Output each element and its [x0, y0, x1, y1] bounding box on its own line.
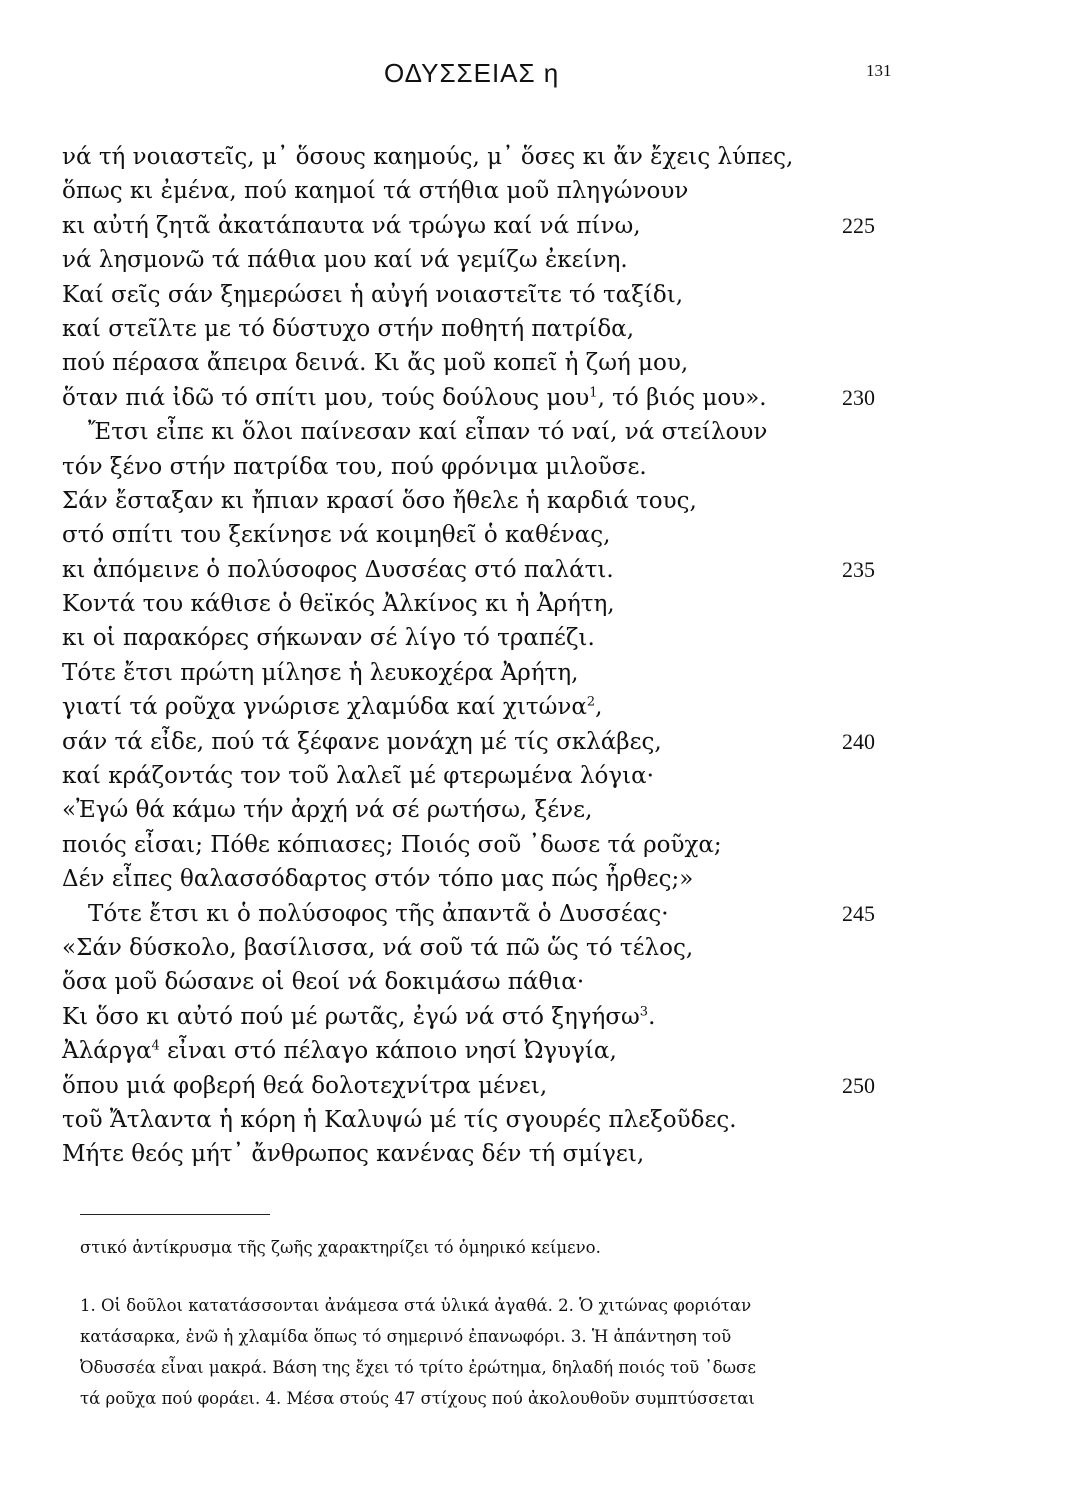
verse-text — [62, 419, 767, 445]
verse-text — [62, 1141, 644, 1167]
verse-text — [62, 625, 595, 651]
footnotes — [80, 1290, 920, 1414]
verse-text-main: Ἀλάργα — [62, 1038, 152, 1065]
verse-text-main: νά λησμονῶ τά πάθια μου καί νά γεμίζω ἐκείνη. — [62, 247, 628, 274]
verse-text-main: Δέν εἶπες θαλασσόδαρτος στόν τόπο μας πώς ἦρθες;» — [62, 866, 694, 893]
verse-text-main: ὅπου μιά φοβερή θεά δολοτεχνίτρα μένει, — [62, 1072, 548, 1099]
verse-text — [62, 350, 688, 376]
footnote-line: τά ροῦχα πού φοράει. 4. Μέσα στούς 47 στίχους πού ἀκολουθοῦν συμπτύσσεται — [80, 1389, 755, 1408]
verse-line — [62, 759, 922, 793]
verse-text-tail: , — [595, 694, 603, 721]
verse-line — [62, 381, 922, 415]
verse-text — [62, 591, 615, 617]
verse-line — [62, 656, 922, 690]
footnote-divider — [80, 1214, 270, 1215]
verse-text-main: Τότε ἔτσι κι ὁ πολύσοφος τῆς ἀπαντᾶ ὁ Δυσσέας· — [88, 900, 669, 927]
verse-text-main: πού πέρασα ἄπειρα δεινά. Κι ἄς μοῦ κοπεῖ ἡ ζωή μου, — [62, 350, 689, 377]
verse-text — [62, 178, 688, 204]
running-head — [0, 58, 1085, 94]
verse-text — [62, 1073, 547, 1099]
verse-text — [62, 694, 602, 720]
running-title: ΟΔΥΣΣΕΙΑΣ η — [384, 58, 560, 88]
footnote-line: κατάσαρκα, ἐνῶ ἡ χλαμίδα ὅπως τό σημερινό ἐπανωφόρι. 3. Ἡ ἀπάντηση τοῦ — [80, 1327, 732, 1346]
line-number: 230 — [842, 384, 875, 410]
verse-text-main: Ἔτσι εἶπε κι ὅλοι παίνεσαν καί εἶπαν τό ναί, νά στείλουν — [88, 419, 768, 446]
verse-line — [62, 346, 922, 380]
verse-text — [62, 797, 592, 823]
footnote-line: Ὀδυσσέα εἶναι μακρά. Βάση της ἔχει τό τρίτο ἐρώτημα, δηλαδή ποιός τοῦ ᾽δωσε — [80, 1358, 756, 1377]
footnote-line: 1. Οἱ δοῦλοι κατατάσσονται ἀνάμεσα στά ὑλικά ἀγαθά. 2. Ὁ χιτώνας φοριόταν — [80, 1296, 752, 1315]
line-number: 235 — [842, 556, 875, 582]
footnote-marker: 2 — [586, 694, 596, 710]
verse-line — [62, 587, 922, 621]
verse-text-main: τοῦ Ἄτλαντα ἡ κόρη ἡ Καλυψώ μέ τίς σγουρές πλεξοῦδες. — [62, 1106, 737, 1133]
verse-text-main: Μήτε θεός μήτ᾽ ἄνθρωπος κανένας δέν τή σμίγει, — [62, 1141, 645, 1168]
verse-line — [62, 793, 922, 827]
page-number: 131 — [866, 61, 892, 80]
footnote-continuation: στικό ἀντίκρυσμα τῆς ζωῆς χαρακτηρίζει τό ὁμηρικό κείμενο. — [80, 1238, 601, 1257]
verse-text — [62, 488, 697, 514]
verse-text — [62, 763, 654, 789]
verse-line — [62, 415, 922, 449]
footnote-marker: 3 — [639, 1004, 649, 1020]
verse-text-main: ὅπως κι ἐμένα, πού καημοί τά στήθια μοῦ πληγώνουν — [62, 178, 689, 205]
verse-text-tail: . — [648, 1003, 656, 1030]
verse-text — [62, 282, 683, 308]
verse-line — [62, 209, 922, 243]
verse-text — [62, 1107, 737, 1133]
verse-text — [62, 454, 647, 480]
verse-text — [62, 385, 767, 411]
line-number: 245 — [842, 900, 875, 926]
verse-text-main: Κοντά του κάθισε ὁ θεϊκός Ἀλκίνος κι ἡ Ἀρήτη, — [62, 591, 615, 618]
verse-text — [62, 522, 610, 548]
verse-text-main: κι αὐτή ζητᾶ ἀκατάπαυτα νά τρώγω καί νά πίνω, — [62, 212, 641, 239]
verse-text-main: στό σπίτι του ξεκίνησε νά κοιμηθεῖ ὁ καθένας, — [62, 522, 611, 549]
verse-line — [62, 518, 922, 552]
verse-line — [62, 243, 922, 277]
verse-text-main: Σάν ἔσταξαν κι ἤπιαν κρασί ὅσο ἤθελε ἡ καρδιά τους, — [62, 487, 697, 514]
verse-text-main: γιατί τά ροῦχα γνώρισε χλαμύδα καί χιτώνα — [62, 694, 587, 721]
verse-text — [62, 144, 793, 170]
verse-line — [62, 1034, 922, 1068]
verse-line — [62, 140, 922, 174]
verse-line — [62, 1137, 922, 1171]
verse-block — [62, 140, 922, 1172]
verse-line — [62, 484, 922, 518]
line-number: 225 — [842, 212, 875, 238]
verse-text-main: Τότε ἔτσι πρώτη μίλησε ἡ λευκοχέρα Ἀρήτη, — [62, 659, 579, 686]
verse-line — [62, 1000, 922, 1034]
verse-text-tail: εἶναι στό πέλαγο κάποιο νησί Ὠγυγία, — [159, 1038, 617, 1065]
verse-text-main: κι οἱ παρακόρες σήκωναν σέ λίγο τό τραπέζι. — [62, 625, 595, 652]
verse-text — [62, 316, 634, 342]
verse-line — [62, 278, 922, 312]
verse-line — [62, 690, 922, 724]
line-number: 240 — [842, 728, 875, 754]
verse-line — [62, 931, 922, 965]
verse-text — [62, 247, 628, 273]
verse-text — [62, 901, 669, 927]
verse-line — [62, 1069, 922, 1103]
line-number: 250 — [842, 1072, 875, 1098]
verse-line — [62, 862, 922, 896]
verse-line — [62, 897, 922, 931]
verse-text — [62, 557, 614, 583]
verse-text — [62, 969, 584, 995]
verse-text-tail: , τό βιός μου». — [597, 384, 767, 411]
verse-text-main: «Σάν δύσκολο, βασίλισσα, νά σοῦ τά πῶ ὥς τό τέλος, — [62, 934, 694, 961]
verse-text-main: νά τή νοιαστεῖς, μ᾽ ὅσους καημούς, μ᾽ ὅσες κι ἄν ἔχεις λύπες, — [62, 144, 794, 170]
verse-text — [62, 660, 578, 686]
verse-text-main: ὅταν πιά ἰδῶ τό σπίτι μου, τούς δούλους μου — [62, 384, 590, 411]
verse-text — [62, 213, 641, 239]
verse-text-main: ὅσα μοῦ δώσανε οἱ θεοί νά δοκιμάσω πάθια· — [62, 969, 585, 996]
verse-text-main: κι ἀπόμεινε ὁ πολύσοφος Δυσσέας στό παλάτι. — [62, 556, 614, 583]
verse-line — [62, 725, 922, 759]
verse-line — [62, 553, 922, 587]
verse-line — [62, 174, 922, 208]
verse-text-main: «Ἐγώ θά κάμω τήν ἀρχή νά σέ ρωτήσω, ξένε, — [62, 797, 593, 824]
verse-text — [62, 1038, 617, 1064]
verse-line — [62, 1103, 922, 1137]
verse-text-main: καί κράζοντάς τον τοῦ λαλεῖ μέ φτερωμένα λόγια· — [62, 763, 654, 790]
verse-line — [62, 965, 922, 999]
verse-text-main: καί στεῖλτε με τό δύστυχο στήν ποθητή πατρίδα, — [62, 315, 635, 342]
footnote-marker: 4 — [151, 1038, 160, 1054]
verse-text-main: σάν τά εἶδε, πού τά ξέφανε μονάχη μέ τίς σκλάβες, — [62, 728, 662, 755]
verse-line — [62, 312, 922, 346]
verse-line — [62, 828, 922, 862]
verse-text-main: τόν ξένο στήν πατρίδα του, πού φρόνιμα μιλοῦσε. — [62, 453, 647, 480]
verse-text-main: Κι ὅσο κι αὐτό πού μέ ρωτᾶς, ἐγώ νά στό ξηγήσω — [62, 1003, 640, 1030]
verse-text — [62, 1004, 655, 1030]
verse-text-main: ποιός εἶσαι; Πόθε κόπιασες; Ποιός σοῦ ᾽δωσε τά ροῦχα; — [62, 831, 722, 858]
verse-text — [62, 866, 693, 892]
verse-text — [62, 832, 722, 858]
footnote-marker: 1 — [589, 385, 598, 401]
verse-line — [62, 621, 922, 655]
verse-text-main: Καί σεῖς σάν ξημερώσει ἡ αὐγή νοιαστεῖτε τό ταξίδι, — [62, 281, 684, 308]
verse-text — [62, 935, 693, 961]
verse-text — [62, 729, 662, 755]
verse-line — [62, 450, 922, 484]
